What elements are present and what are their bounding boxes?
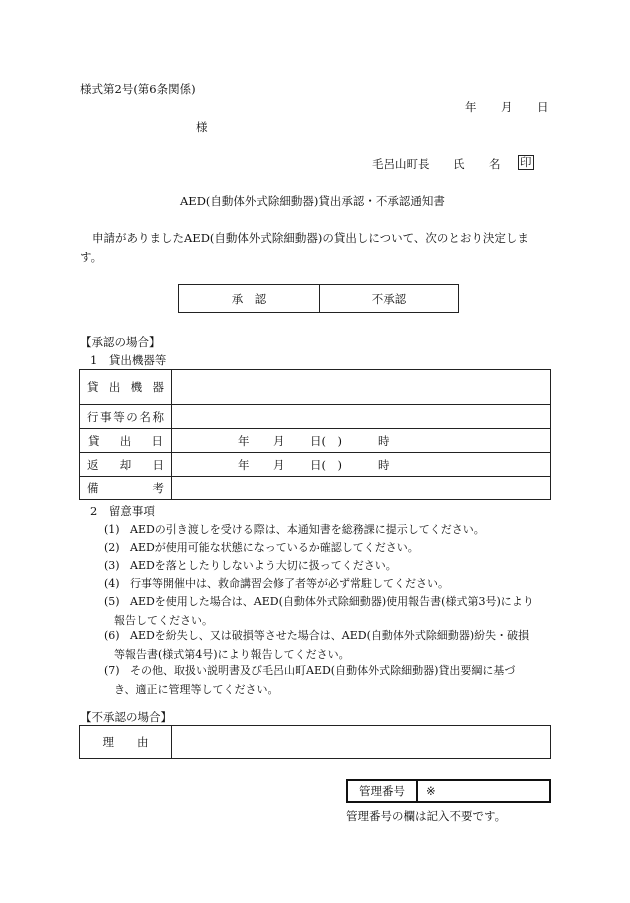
- table-row: [80, 429, 551, 453]
- row-value-lend-date: [172, 429, 551, 453]
- note-number: (4): [104, 577, 120, 590]
- lend-time: 時: [378, 434, 390, 448]
- note-number: (1): [104, 523, 120, 536]
- note-text-cont: 等報告書(様式第4号)により報告してください。: [114, 648, 350, 661]
- addressee-suffix: 様: [196, 120, 208, 134]
- lend-month: 月: [273, 434, 285, 448]
- table-row: [80, 405, 551, 429]
- note-text: AEDの引き渡しを受ける際は、本通知書を総務課に提示してください。: [130, 523, 485, 536]
- approved-heading: 【承認の場合】: [80, 335, 161, 349]
- note-number: (6): [104, 629, 120, 642]
- note-item: [104, 557, 397, 573]
- note-text-cont: き、適正に管理等してください。: [114, 683, 279, 696]
- return-month: 月: [273, 458, 285, 472]
- issuer-name-2: 名: [489, 157, 501, 171]
- reason-value: [172, 726, 551, 759]
- note-number: (3): [104, 559, 120, 572]
- decision-table: [178, 284, 459, 313]
- row-value-device: [172, 370, 551, 405]
- issuer-title: 毛呂山町長: [372, 157, 430, 171]
- date-year: 年: [465, 100, 477, 114]
- table-row: [80, 453, 551, 477]
- decision-approve: 承 認: [179, 285, 320, 313]
- lend-year: 年: [238, 434, 250, 448]
- reason-label: 理 由: [80, 726, 172, 759]
- date-month: 月: [501, 100, 513, 114]
- issuer-name-1: 氏: [453, 157, 465, 171]
- row-value-remarks: [172, 477, 551, 500]
- note-number: (7): [104, 664, 120, 677]
- note-text-cont: 報告してください。: [114, 614, 213, 627]
- row-label-remarks: 備考: [80, 477, 172, 500]
- rejected-heading: 【不承認の場合】: [80, 710, 172, 724]
- note-item: [104, 521, 485, 537]
- note-text: AEDを使用した場合は、AED(自動体外式除細動器)使用報告書(様式第3号)により: [130, 595, 534, 608]
- equipment-table: [79, 369, 551, 500]
- form-number: 様式第2号(第6条関係): [80, 82, 196, 96]
- note-item: [104, 593, 534, 628]
- date-day: 日: [537, 100, 549, 114]
- note-text: AEDが使用可能な状態になっているか確認してください。: [130, 541, 419, 554]
- return-day: 日( ): [310, 458, 342, 472]
- document-title: AED(自動体外式除細動器)貸出承認・不承認通知書: [180, 194, 445, 208]
- row-label-return-date: 返却日: [80, 453, 172, 477]
- issuer-seal: [518, 155, 534, 170]
- management-table: [346, 779, 551, 803]
- row-label-device: 貸出機器: [80, 370, 172, 405]
- row-value-return-date: [172, 453, 551, 477]
- note-item: [104, 539, 419, 555]
- management-label: 管理番号: [347, 780, 417, 802]
- return-time: 時: [378, 458, 390, 472]
- row-label-event: 行事等の名称: [80, 405, 172, 429]
- lend-day: 日( ): [310, 434, 342, 448]
- approved-sub1: 1 貸出機器等: [90, 353, 167, 367]
- note-text: AEDを紛失し、又は破損等させた場合は、AED(自動体外式除細動器)紛失・破損: [130, 629, 530, 642]
- return-year: 年: [238, 458, 250, 472]
- note-item: [104, 662, 515, 697]
- table-row: [80, 477, 551, 500]
- note-text: AEDを落としたりしないよう大切に扱ってください。: [130, 559, 397, 572]
- management-mark: ※: [417, 780, 550, 802]
- approved-sub2: 2 留意事項: [90, 504, 155, 518]
- row-value-event: [172, 405, 551, 429]
- note-text: その他、取扱い説明書及び毛呂山町AED(自動体外式除細動器)貸出要綱に基づ: [130, 664, 516, 677]
- intro-text-line2: す。: [80, 250, 103, 264]
- management-note: 管理番号の欄は記入不要です。: [346, 809, 507, 823]
- reason-table: [79, 725, 551, 759]
- decision-reject: 不承認: [320, 285, 459, 313]
- note-text: 行事等開催中は、救命講習会修了者等が必ず常駐してください。: [130, 577, 449, 590]
- note-number: (5): [104, 595, 120, 608]
- note-item: [104, 627, 529, 662]
- table-row: [80, 370, 551, 405]
- note-item: [104, 575, 449, 591]
- note-number: (2): [104, 541, 120, 554]
- row-label-lend-date: 貸出日: [80, 429, 172, 453]
- seal-mark: 印: [520, 155, 532, 169]
- intro-text-line1: 申請がありましたAED(自動体外式除細動器)の貸出しについて、次のとおり決定しま: [92, 231, 529, 245]
